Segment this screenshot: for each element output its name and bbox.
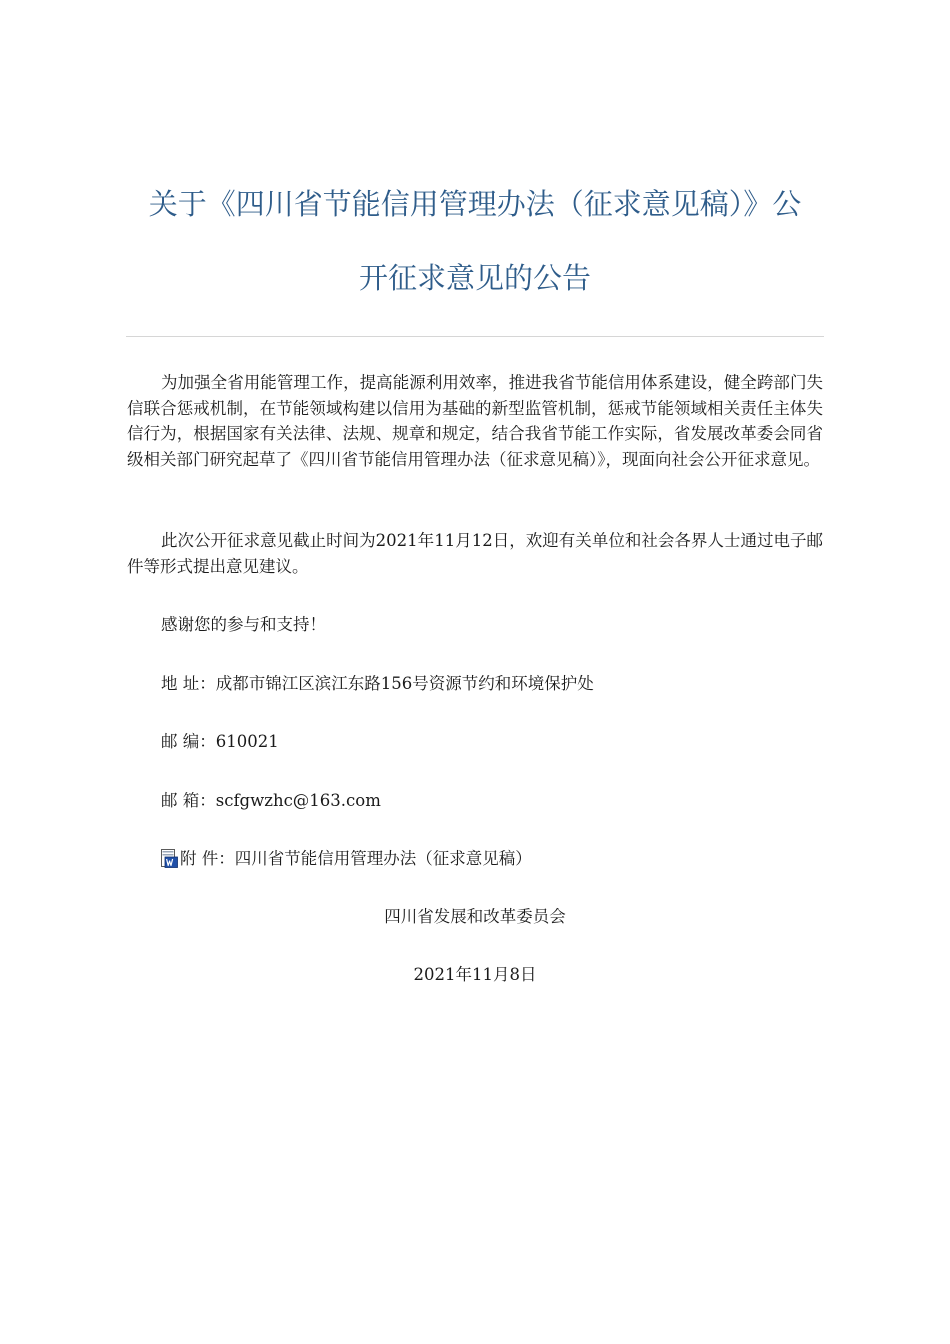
contact-email[interactable]: 邮 箱：scfgwzhc@163.com xyxy=(161,791,381,810)
contact-zipcode: 邮 编：610021 xyxy=(161,732,279,751)
attachment-link[interactable] xyxy=(161,846,532,871)
signature-date: 2021年11月8日 xyxy=(413,965,537,984)
title-divider xyxy=(126,336,824,337)
attachment-label[interactable]: 附 件：四川省节能信用管理办法（征求意见稿） xyxy=(180,849,532,868)
thanks-line: 感谢您的参与和支持！ xyxy=(161,615,326,634)
page-title-line-2: 开征求意见的公告 xyxy=(358,261,591,295)
body-paragraph-2: 此次公开征求意见截止时间为2021年11月12日，欢迎有关单位和社会各界人士通过电子邮件等形式提出意见建议。 xyxy=(127,531,823,576)
body-paragraph-1: 为加强全省用能管理工作，提高能源利用效率，推进我省节能信用体系建设，健全跨部门失信联合惩戒机制，在节能领域构建以信用为基础的新型监管机制，惩戒节能领域相关责任主体失信行为，根据国家有关法律、法规、规章和规定，结合我省节能工作实际，省发展改革委会同省级相关部门研究起草了《四川省节能信用管理办法（征求意见稿）》，现面向社会公开征求意见。 xyxy=(127,373,823,469)
signature-organization: 四川省发展和改革委员会 xyxy=(384,907,566,926)
contact-address: 地 址：成都市锦江区滨江东路156号资源节约和环境保护处 xyxy=(161,674,594,693)
word-document-icon[interactable] xyxy=(161,849,178,868)
page-title-line-1: 关于《四川省节能信用管理办法（征求意见稿）》公 xyxy=(148,187,802,221)
